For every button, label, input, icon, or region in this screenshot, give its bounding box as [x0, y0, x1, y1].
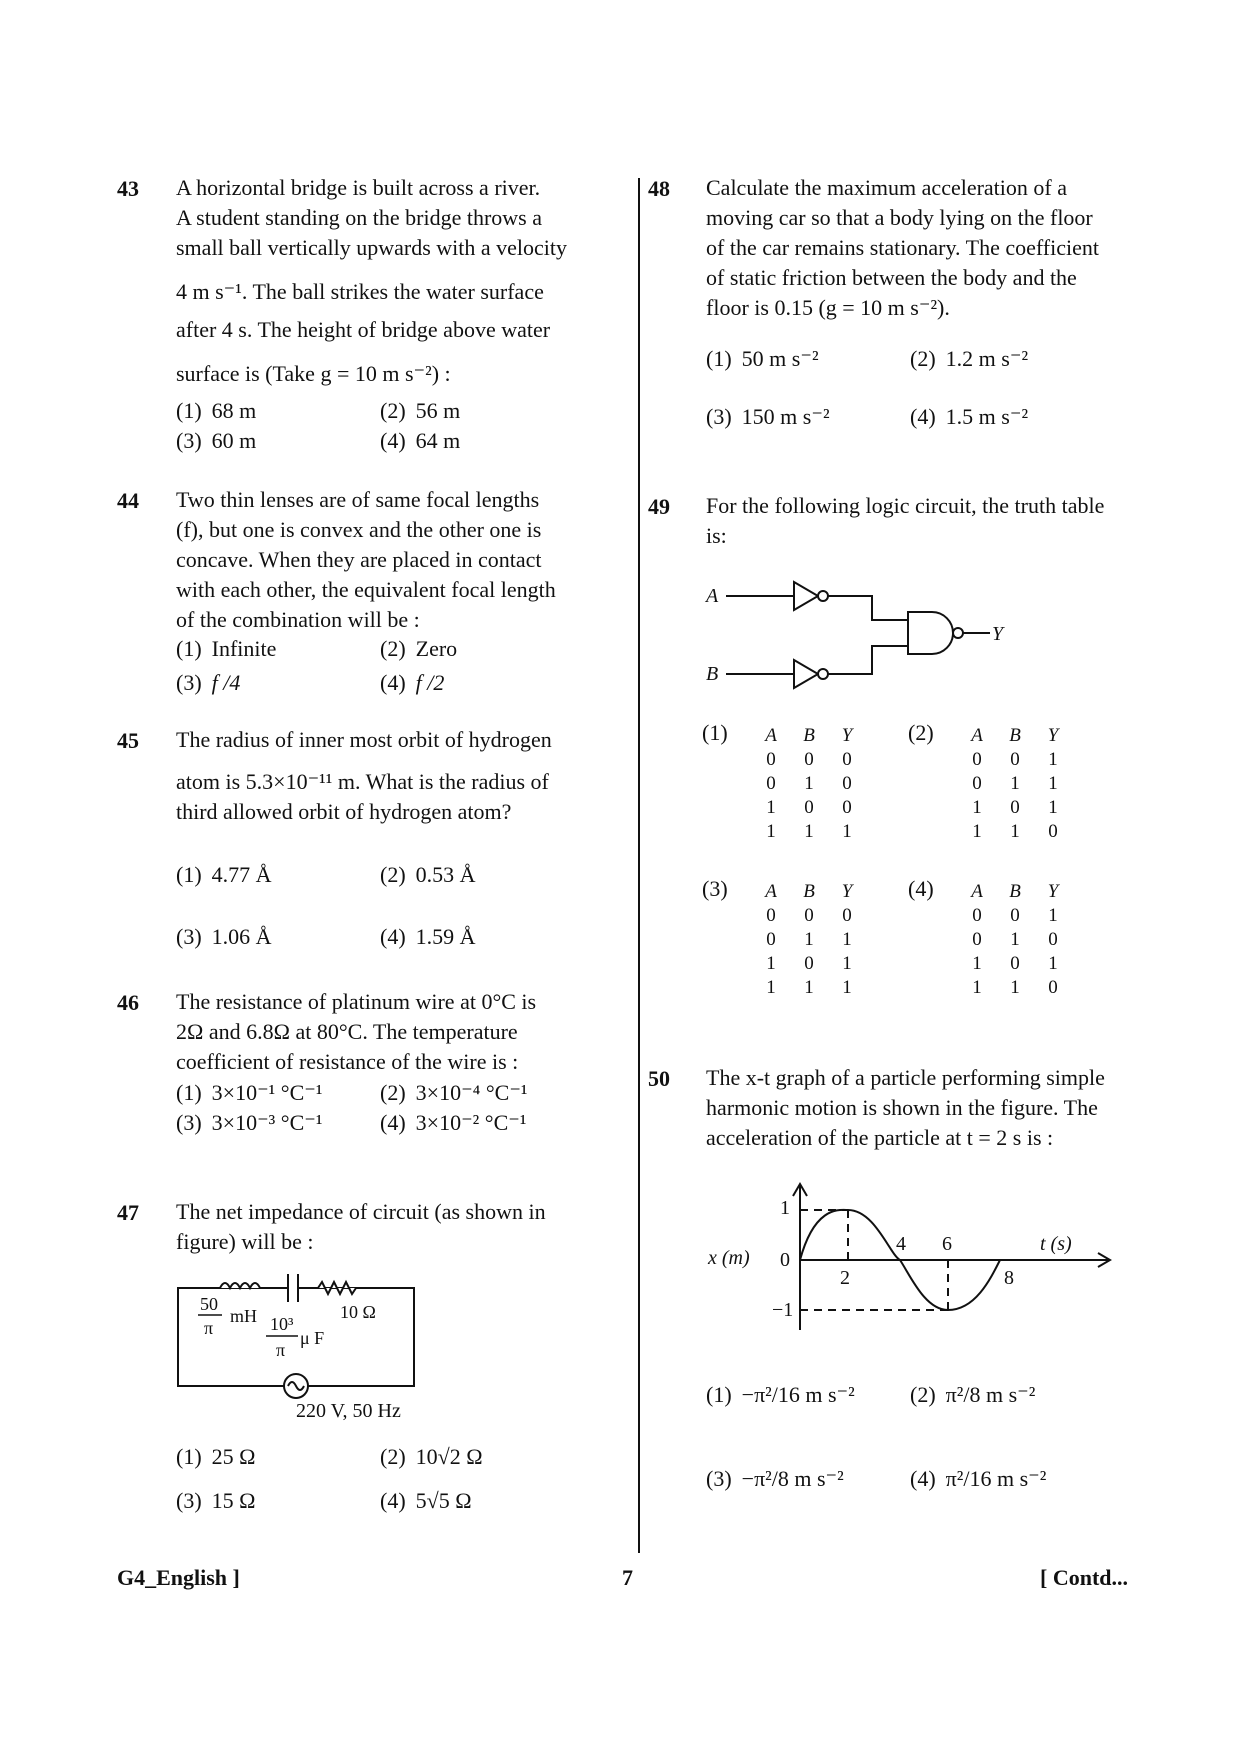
question-text-line: surface is (Take g = 10 m s⁻²) :	[176, 361, 451, 386]
svg-text:1: 1	[780, 1197, 790, 1219]
question-text-line: of the combination will be :	[176, 607, 420, 632]
question-text-line: of static friction between the body and the	[706, 265, 1077, 290]
question-number: 46	[117, 990, 139, 1015]
option-1[interactable]: (1) 50 m s⁻²	[706, 346, 819, 371]
question-text-line: A student standing on the bridge throws a	[176, 205, 543, 230]
question-text-line: The net impedance of circuit (as shown in	[176, 1199, 546, 1224]
svg-text:6: 6	[942, 1233, 952, 1255]
question-text-line: is:	[706, 523, 727, 548]
question-text-line: small ball vertically upwards with a velocity	[176, 235, 568, 260]
question-text-line: The radius of inner most orbit of hydrogen	[176, 727, 552, 752]
option-2[interactable]: (2) 3×10⁻⁴ °C⁻¹	[380, 1080, 528, 1105]
question-number: 44	[117, 488, 139, 513]
question-number: 50	[648, 1066, 670, 1091]
question-text-line: of the car remains stationary. The coefficient	[706, 235, 1099, 260]
option-2[interactable]: (2) π²/8 m s⁻²	[910, 1382, 1036, 1407]
svg-text:mH: mH	[230, 1306, 257, 1326]
option-1[interactable]: (1) 25 Ω	[176, 1444, 256, 1469]
question-text-line: concave. When they are placed in contact	[176, 547, 542, 572]
question-number: 47	[117, 1200, 139, 1225]
option-2[interactable]: (2) 10√2 Ω	[380, 1444, 483, 1469]
option-4[interactable]: (4) 64 m	[380, 428, 461, 453]
question-text-line: The resistance of platinum wire at 0°C is	[176, 989, 537, 1014]
question-number: 49	[648, 494, 670, 519]
truth-table-option-1[interactable]: (1) A B Y 0 0 0 0 1 0 1 0 0 1 1 1	[702, 720, 853, 842]
option-1[interactable]: (1) 4.77 Å	[176, 862, 272, 887]
input-b-label: B	[706, 663, 719, 685]
question-text-line: with each other, the equivalent focal length	[176, 577, 556, 602]
option-1[interactable]: (1) Infinite	[176, 636, 277, 661]
option-3[interactable]: (3) 60 m	[176, 428, 257, 453]
option-4[interactable]: (4) π²/16 m s⁻²	[910, 1466, 1047, 1491]
question-text-line: Calculate the maximum acceleration of a	[706, 175, 1068, 200]
svg-text:10 Ω: 10 Ω	[340, 1302, 376, 1322]
svg-text:t (s): t (s)	[1040, 1233, 1072, 1255]
logic-circuit-diagram	[700, 570, 1020, 690]
option-4[interactable]: (4) f /2	[380, 670, 445, 695]
question-text-line: third allowed orbit of hydrogen atom?	[176, 799, 512, 824]
footer-contd: [ Contd...	[1040, 1565, 1129, 1590]
option-3[interactable]: (3) 3×10⁻³ °C⁻¹	[176, 1110, 323, 1135]
question-text-line: atom is 5.3×10⁻¹¹ m. What is the radius of	[176, 769, 549, 794]
option-4[interactable]: (4) 1.5 m s⁻²	[910, 404, 1029, 429]
svg-text:μ F: μ F	[300, 1328, 325, 1348]
input-a-label: A	[706, 585, 719, 607]
option-2[interactable]: (2) 56 m	[380, 398, 461, 423]
footer-page-number: 7	[622, 1565, 633, 1590]
option-1[interactable]: (1) 3×10⁻¹ °C⁻¹	[176, 1080, 323, 1105]
svg-text:π: π	[204, 1318, 214, 1338]
question-number: 43	[117, 176, 139, 201]
svg-text:4: 4	[896, 1233, 906, 1255]
svg-text:−1: −1	[772, 1299, 794, 1321]
xt-graph	[700, 1180, 1120, 1340]
truth-table-option-3[interactable]: (3) A B Y 0 0 0 0 1 1 1 0 1 1 1 1	[702, 876, 853, 998]
option-2[interactable]: (2) 1.2 m s⁻²	[910, 346, 1029, 371]
column-divider	[638, 178, 640, 1553]
question-text-line: (f), but one is convex and the other one is	[176, 517, 542, 542]
svg-text:2: 2	[840, 1267, 850, 1289]
truth-table-option-4[interactable]: (4) A B Y 0 0 1 0 1 0 1 0 1 1 1 0	[908, 876, 1059, 998]
question-text-line: harmonic motion is shown in the figure. The	[706, 1095, 1098, 1120]
question-text-line: Two thin lenses are of same focal lengths	[176, 487, 540, 512]
source-label: 220 V, 50 Hz	[296, 1400, 401, 1422]
svg-text:10³: 10³	[270, 1314, 294, 1334]
svg-text:x (m): x (m)	[708, 1247, 750, 1269]
svg-text:50: 50	[200, 1294, 218, 1314]
option-1[interactable]: (1) −π²/16 m s⁻²	[706, 1382, 855, 1407]
question-text-line: figure) will be :	[176, 1229, 314, 1254]
option-4[interactable]: (4) 3×10⁻² °C⁻¹	[380, 1110, 527, 1135]
option-3[interactable]: (3) 1.06 Å	[176, 924, 272, 949]
question-text-line: coefficient of resistance of the wire is :	[176, 1049, 519, 1074]
output-y-label: Y	[992, 623, 1004, 645]
question-number: 45	[117, 728, 139, 753]
question-text-line: acceleration of the particle at t = 2 s is :	[706, 1125, 1054, 1150]
question-text-line: For the following logic circuit, the truth table	[706, 493, 1105, 518]
option-3[interactable]: (3) −π²/8 m s⁻²	[706, 1466, 844, 1491]
option-2[interactable]: (2) Zero	[380, 636, 458, 661]
question-text-line: after 4 s. The height of bridge above water	[176, 317, 551, 342]
truth-table-option-2[interactable]: (2) A B Y 0 0 1 0 1 1 1 0 1 1 1 0	[908, 720, 1059, 842]
option-3[interactable]: (3) 150 m s⁻²	[706, 404, 830, 429]
question-text-line: 4 m s⁻¹. The ball strikes the water surface	[176, 279, 544, 304]
question-text-line: The x-t graph of a particle performing simple	[706, 1065, 1105, 1090]
footer-paper-code: G4_English ]	[117, 1565, 240, 1590]
question-text-line: floor is 0.15 (g = 10 m s⁻²).	[706, 295, 950, 320]
question-number: 48	[648, 176, 670, 201]
question-text-line: moving car so that a body lying on the floor	[706, 205, 1093, 230]
question-text-line: 2Ω and 6.8Ω at 80°C. The temperature	[176, 1019, 518, 1044]
option-4[interactable]: (4) 1.59 Å	[380, 924, 476, 949]
option-4[interactable]: (4) 5√5 Ω	[380, 1488, 472, 1513]
option-3[interactable]: (3) 15 Ω	[176, 1488, 256, 1513]
option-2[interactable]: (2) 0.53 Å	[380, 862, 476, 887]
svg-text:8: 8	[1004, 1267, 1014, 1289]
option-1[interactable]: (1) 68 m	[176, 398, 257, 423]
option-3[interactable]: (3) f /4	[176, 670, 241, 695]
svg-text:π: π	[276, 1340, 286, 1360]
question-text-line: A horizontal bridge is built across a river.	[176, 175, 541, 200]
svg-text:0: 0	[780, 1249, 790, 1271]
